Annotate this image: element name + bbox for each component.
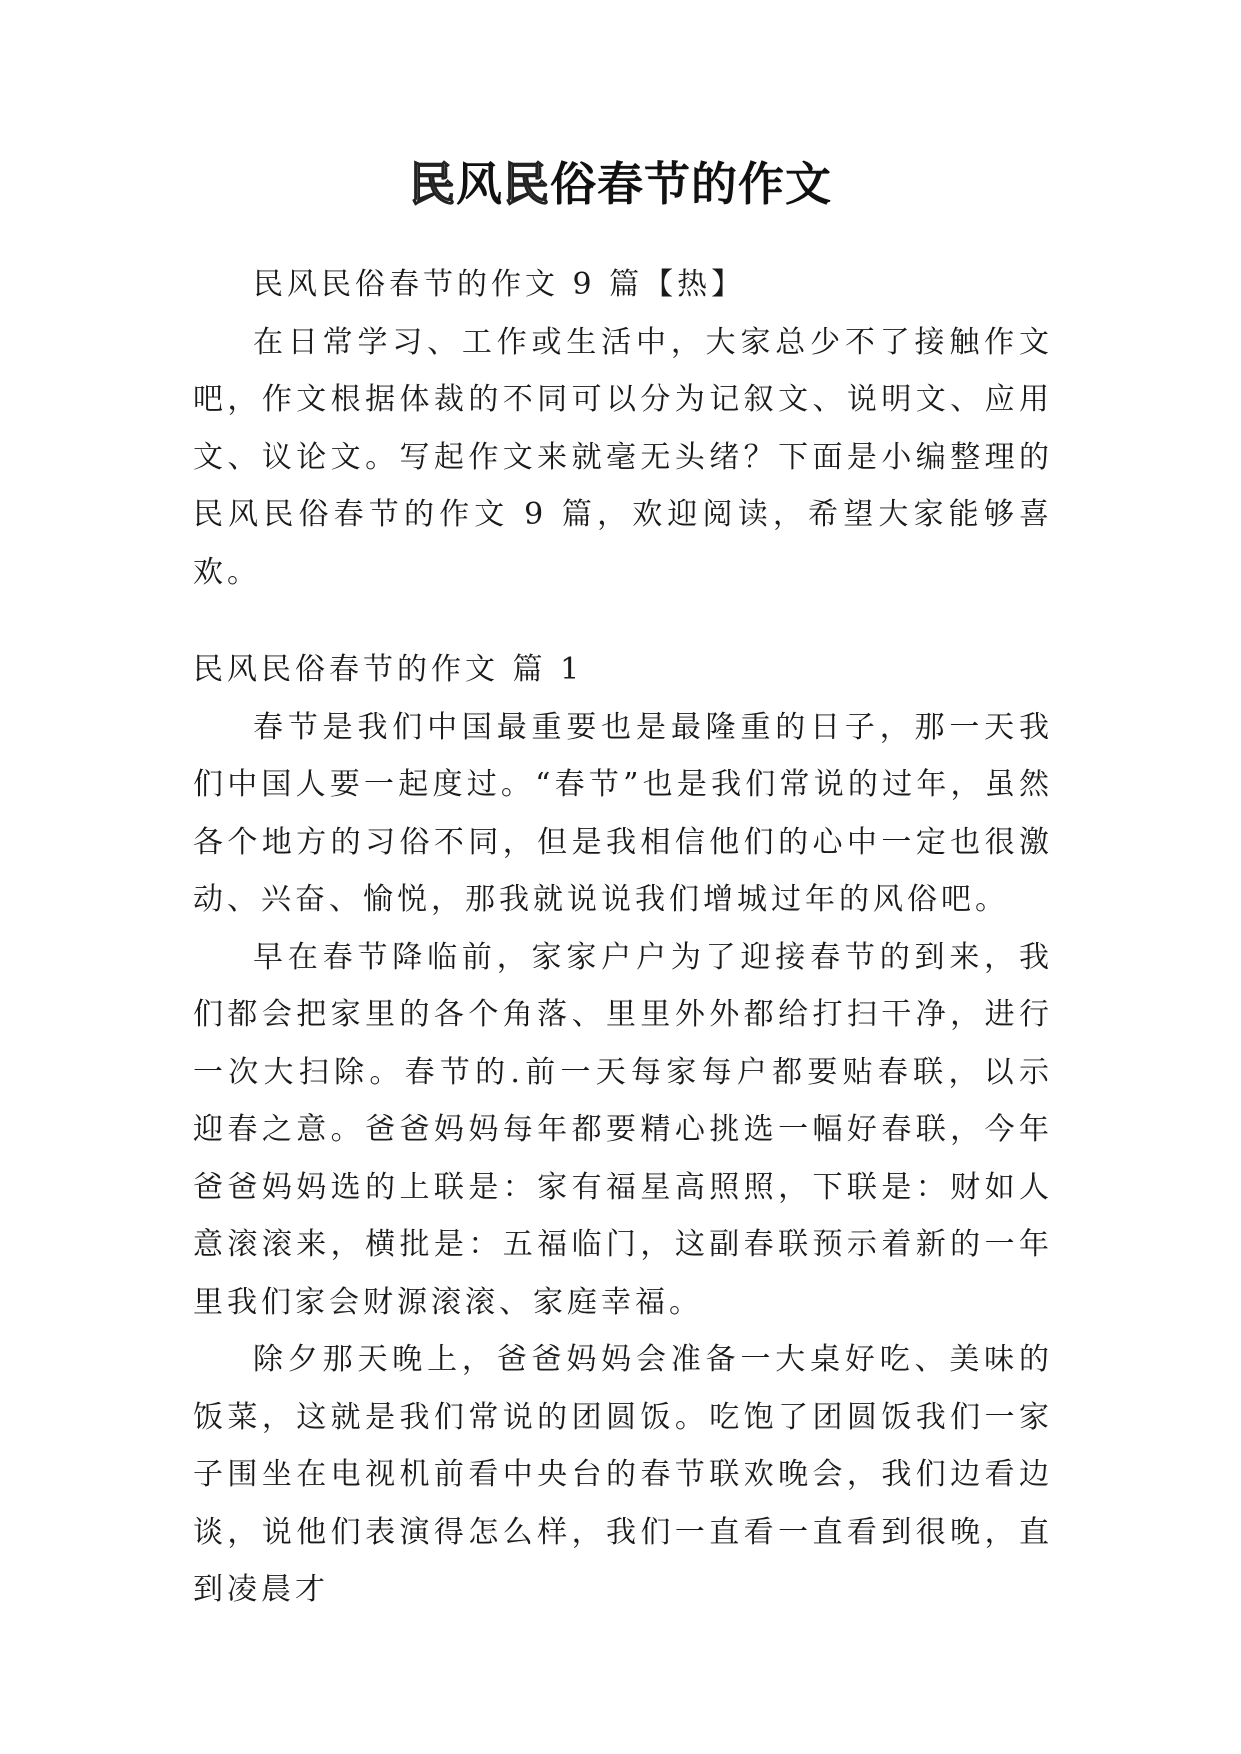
title-char-outline: 民 — [503, 157, 550, 211]
title-char: 风 — [456, 157, 503, 211]
section-heading: 民风民俗春节的作文 篇 1 — [193, 652, 584, 687]
body-paragraph: 早在春节降临前，家家户户为了迎接春节的到来，我们都会把家里的各个角落、里里外外都给打扫干净，进行一次大扫除。春节的.前一天每家每户都要贴春联，以示迎春之意。爸爸妈妈每年都要精心挑选一幅好春联，今年爸爸妈妈选的上联是：家有福星高照照，下联是：财如人意滚滚来，横批是：五福临门，这副春联预示着新的一年里我们家会财源滚滚、家庭幸福。 — [193, 939, 1053, 1320]
title-char-outline: 民 — [409, 157, 456, 211]
document-body — [193, 256, 1053, 1619]
document-title — [0, 148, 1241, 214]
body-paragraph: 春节是我们中国最重要也是最隆重的日子，那一天我们中国人要一起度过。“春节”也是我们常说的过年，虽然各个地方的习俗不同，但是我相信他们的心中一定也很激动、兴奋、愉悦，那我就说说我们增城过年的风俗吧。 — [193, 709, 1053, 917]
title-rest: 俗春节的作文 — [550, 157, 832, 211]
intro-paragraph: 在日常学习、工作或生活中，大家总少不了接触作文吧，作文根据体裁的不同可以分为记叙文、说明文、应用文、议论文。写起作文来就毫无头绪？下面是小编整理的民风民俗春节的作文 9 篇，欢迎阅读，希望大家能够喜欢。 — [193, 324, 1053, 590]
body-paragraph: 除夕那天晚上，爸爸妈妈会准备一大桌好吃、美味的饭菜，这就是我们常说的团圆饭。吃饱了团圆饭我们一家子围坐在电视机前看中央台的春节联欢晚会，我们边看边谈，说他们表演得怎么样，我们一直看一直看到很晚，直到凌晨才 — [193, 1342, 1053, 1607]
document-subtitle: 民风民俗春节的作文 9 篇【热】 — [253, 267, 746, 302]
